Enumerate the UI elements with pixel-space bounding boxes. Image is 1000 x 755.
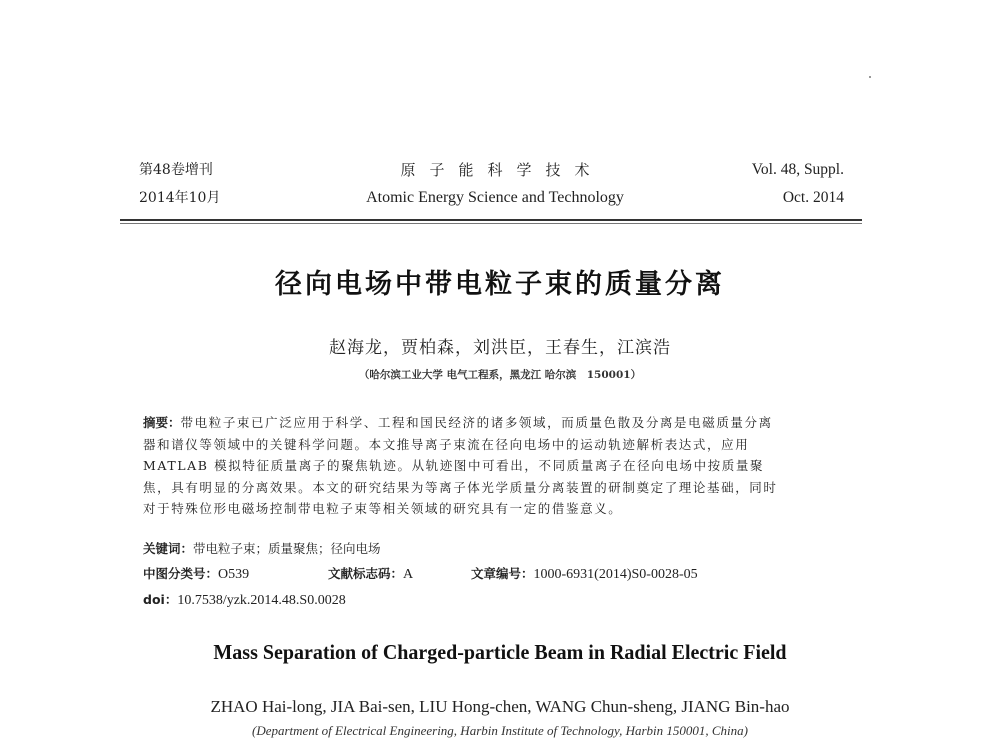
keywords-row [143,539,381,557]
journal-name-cn: 原子能科学技术 [400,161,604,179]
classification-row [143,564,698,583]
keywords-label: 关键词： [143,541,194,556]
article-title-cn: 径向电场中带电粒子束的质量分离 [275,269,725,300]
abstract-cn [143,412,843,520]
affiliation-cn: （哈尔滨工业大学 电气工程系，黑龙江 哈尔滨 150001） [358,369,642,381]
abstract-line-1: 摘要：带电粒子束已广泛应用于科学、工程和国民经济的诸多领域，而质量色散及分离是电磁质量分离 [143,415,773,430]
abstract-line-5: 对于特殊位形电磁场控制带电粒子束等相关领域的研究具有一定的借鉴意义。 [143,501,623,516]
clc-label: 中图分类号： [143,566,219,581]
article-title-en: Mass Separation of Charged-particle Beam in Radial Electric Field [213,640,787,664]
authors-cn: 赵海龙，贾柏森，刘洪臣，王春生，江滨浩 [329,338,671,358]
abstract-line-4: 焦，具有明显的分离效果。本文的研究结果为等离子体光学质量分离装置的研制奠定了理论基础，同时 [143,479,778,495]
header-rule-thick [120,219,862,221]
date-en: Oct. 2014 [782,189,844,206]
keywords-value: 带电粒子束；质量聚焦；径向电场 [193,541,381,556]
date-cn: 2014年10月 [139,190,221,206]
volume-cn: 第48卷增刊 [139,162,213,178]
volume-en: Vol. 48, Suppl. [751,161,844,178]
abstract-line-3: MATLAB 模拟特征质量离子的聚焦轨迹。从轨迹图中可看出，不同质量离子在径向电场中按质量聚 [143,458,765,473]
doi-label: doi： [143,592,178,607]
affiliation-en: (Department of Electrical Engineering, Harbin Institute of Technology, Harbin 150001, China) [252,723,748,738]
doc-code-label: 文献标志码： [328,566,404,581]
header-right [752,155,844,211]
article-no-value: 1000-6931(2014)S0-0028-05 [533,567,698,582]
abstract-label: 摘要： [143,415,181,430]
journal-name-en: Atomic Energy Science and Technology [366,189,624,206]
header-center [330,155,660,211]
header-rule-thin [120,223,862,224]
article-no-label: 文章编号： [471,566,534,581]
header-left [139,155,220,211]
abstract-line-2: 器和谱仪等领域中的关键科学问题。本文推导离子束流在径向电场中的运动轨迹解析表达式，应用 [143,436,750,452]
doi-row [143,590,346,609]
scan-speck [869,76,871,78]
doi-value: 10.7538/yzk.2014.48.S0.0028 [177,593,346,608]
clc-value: O539 [218,567,250,582]
authors-en: ZHAO Hai-long, JIA Bai-sen, LIU Hong-chen, WANG Chun-sheng, JIANG Bin-hao [210,697,790,716]
doc-code-value: A [403,567,414,582]
